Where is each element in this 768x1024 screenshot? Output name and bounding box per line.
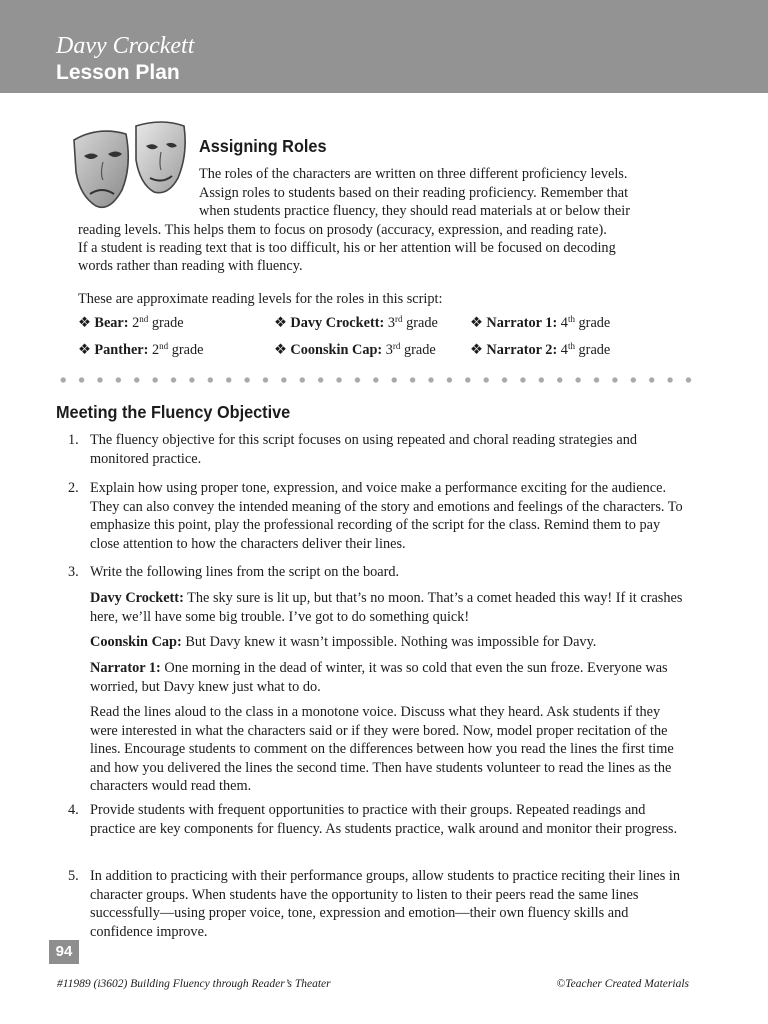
footer-copyright: ©Teacher Created Materials: [556, 978, 689, 990]
role-name: Panther:: [94, 342, 149, 358]
roles-paragraph-line: Assign roles to students based on their reading proficiency. Remember that: [199, 185, 629, 201]
script-line-text: The sky sure is lit up, but that’s no moon. That’s a comet headed this way! If it crashes here, we’ll have some big trouble. I’ve got to do something quick!: [90, 590, 683, 625]
script-line-text: But Davy knew it wasn’t impossible. Nothing was impossible for Davy.: [185, 634, 597, 650]
speaker-label: Coonskin Cap:: [90, 634, 182, 650]
role-level-coonskin-cap: ❖ Coonskin Cap: 3rd grade: [274, 341, 436, 358]
page-title: Davy Crockett: [56, 33, 195, 59]
bullet-icon: ❖: [78, 342, 91, 358]
roles-paragraph-line: reading levels. This helps them to focus on prosody (accuracy, expression, and reading rate).: [78, 222, 607, 238]
list-item-text: In addition to practicing with their performance groups, allow students to practice reciting their lines in character groups. When students have the opportunity to listen to their peers read the same lines successfully—using proper voice, tone, expression and emotion—their own fluency skills and confidence improve.: [90, 868, 680, 940]
list-item-text: Provide students with frequent opportunities to practice with their groups. Repeated readings and practice are key components for fluency. As students practice, walk around and monitor their progress.: [90, 802, 678, 837]
script-line-coonskin-cap: [90, 633, 690, 652]
role-level-narrator-1: ❖ Narrator 1: 4th grade: [470, 314, 611, 331]
list-item-text: The fluency objective for this script focuses on using repeated and choral reading strategies and monitored practice.: [90, 432, 638, 467]
list-number: 5.: [68, 868, 79, 884]
script-line-text: One morning in the dead of winter, it was so cold that even the sun froze. Everyone was worried, but Davy knew just what to do.: [90, 660, 668, 695]
roles-paragraph-line: The roles of the characters are written on three different proficiency levels.: [199, 166, 628, 182]
roles-paragraph-line: when students practice fluency, they should read materials at or below their: [199, 203, 631, 219]
script-line-davy-crockett: [90, 589, 690, 626]
role-level-narrator-2: ❖ Narrator 2: 4th grade: [470, 341, 611, 358]
dotted-divider: [54, 376, 698, 384]
role-name: Narrator 2:: [486, 342, 558, 358]
list-number: 2.: [68, 480, 79, 496]
bullet-icon: ❖: [274, 315, 287, 331]
speaker-label: Narrator 1:: [90, 660, 161, 676]
role-level-bear: ❖ Bear: 2nd grade: [78, 314, 184, 331]
reading-levels-intro: These are approximate reading levels for the roles in this script:: [78, 291, 443, 307]
role-level-davy-crockett: ❖ Davy Crockett: 3rd grade: [274, 314, 438, 331]
list-number: 1.: [68, 432, 79, 448]
roles-paragraph-line: If a student is reading text that is too difficult, his or her attention will be focused on decoding: [78, 240, 616, 256]
followup-paragraph: Read the lines aloud to the class in a monotone voice. Discuss what they heard. Ask students if they were interested in what the characters said or if they were bored. Now, model proper recitation of the lines. Encourage students to comment on the differences between how you read the lines the first time and how you delivered the lines the second time. Then have students volunteer to read the lines as the characters would read them.: [90, 704, 674, 794]
list-number: 3.: [68, 564, 79, 580]
list-number: 4.: [68, 802, 79, 818]
bullet-icon: ❖: [470, 342, 483, 358]
role-name: Bear:: [94, 315, 129, 331]
assigning-roles-heading: Assigning Roles: [199, 136, 327, 156]
roles-paragraph-line: words rather than reading with fluency.: [78, 258, 303, 274]
bullet-icon: ❖: [274, 342, 287, 358]
role-name: Coonskin Cap:: [290, 342, 383, 358]
script-line-narrator-1: [90, 659, 690, 696]
list-item-text: Explain how using proper tone, expression, and voice make a performance exciting for the audience. They can also convey the intended meaning of the story and emotions and feelings of the characters. To emphasize this point, play the professional recording of the script for the class. Remind them to pay close attention to how the characters deliver their lines.: [90, 480, 683, 552]
theater-masks-icon: [70, 120, 192, 212]
fluency-objective-heading: Meeting the Fluency Objective: [56, 402, 291, 422]
page-number: 94: [49, 940, 79, 964]
page-subtitle: Lesson Plan: [56, 61, 180, 84]
list-item-text: Write the following lines from the script on the board.: [90, 564, 400, 580]
footer-book-title: #11989 (i3602) Building Fluency through Reader’s Theater: [57, 978, 331, 990]
role-name: Davy Crockett:: [290, 315, 385, 331]
bullet-icon: ❖: [78, 315, 91, 331]
bullet-icon: ❖: [470, 315, 483, 331]
speaker-label: Davy Crockett:: [90, 590, 184, 606]
role-name: Narrator 1:: [486, 315, 558, 331]
role-level-panther: ❖ Panther: 2nd grade: [78, 341, 204, 358]
